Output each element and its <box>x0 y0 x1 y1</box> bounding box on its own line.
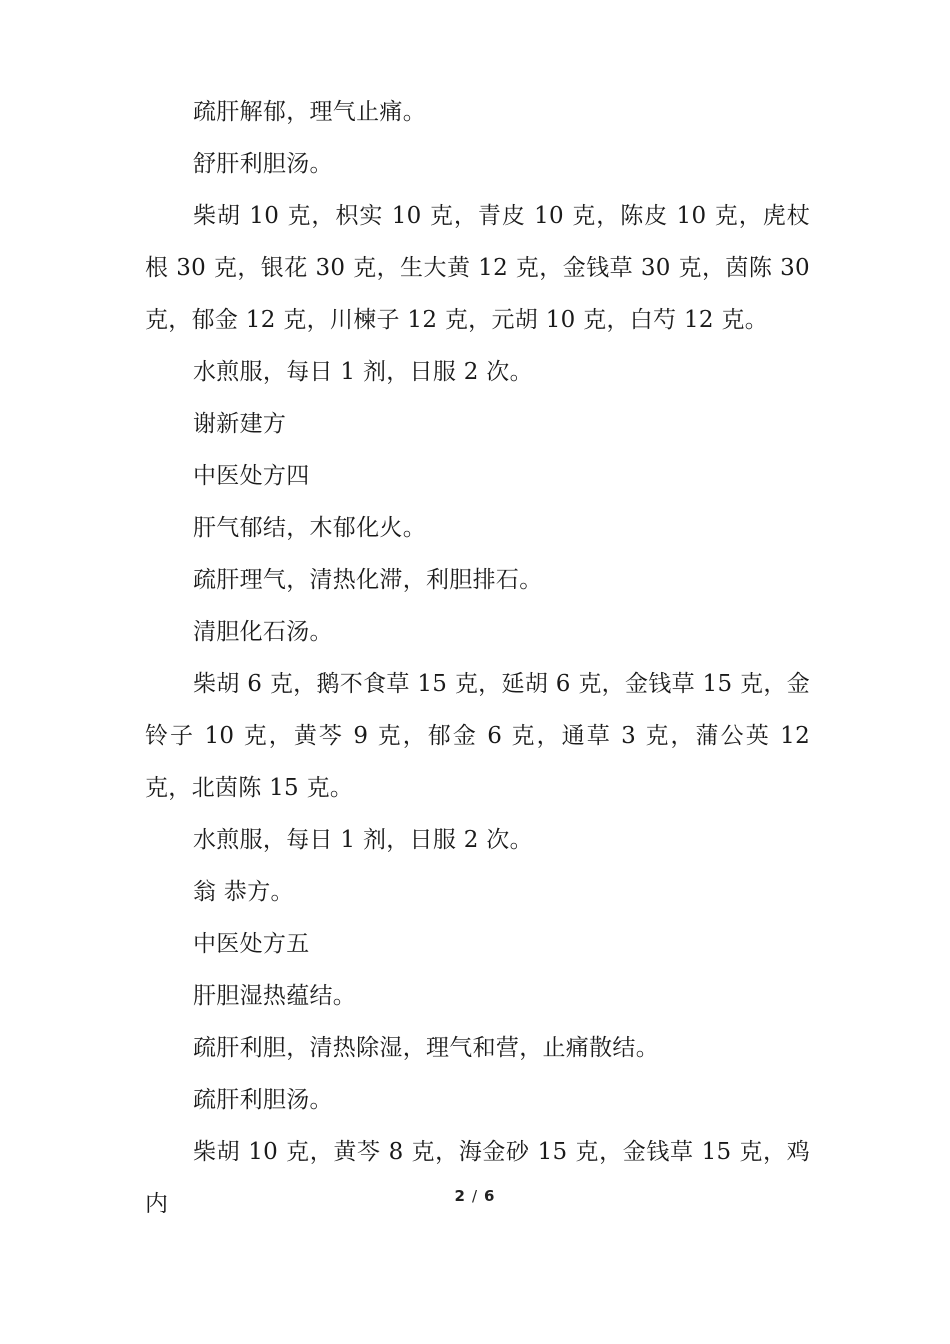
current-page-number: 2 <box>454 1187 466 1205</box>
paragraph: 翁 恭方。 <box>193 879 294 905</box>
paragraph: 疏肝解郁，理气止痛。 <box>193 99 426 125</box>
paragraph: 疏肝理气，清热化滞，利胆排石。 <box>193 567 543 593</box>
paragraph: 水煎服，每日 1 剂，日服 2 次。 <box>193 359 533 385</box>
paragraph: 肝胆湿热蕴结。 <box>193 983 357 1009</box>
paragraph: 水煎服，每日 1 剂，日服 2 次。 <box>193 827 533 853</box>
paragraph: 舒肝利胆汤。 <box>193 151 333 177</box>
paragraph: 清胆化石汤。 <box>193 619 333 645</box>
section-heading: 中医处方五 <box>193 931 310 957</box>
paragraph: 谢新建方 <box>193 411 287 437</box>
document-body <box>145 86 810 1230</box>
page-number-footer <box>0 1187 950 1205</box>
paragraph: 肝气郁结，木郁化火。 <box>193 515 426 541</box>
section-heading: 中医处方四 <box>193 463 310 489</box>
paragraph: 柴胡 10 克，枳实 10 克，青皮 10 克，陈皮 10 克，虎杖根 30 克，银花 30 克，生大黄 12 克，金钱草 30 克，茵陈 30 克，郁金 12 克，川楝子 12 克，元胡 10 克，白芍 12 克。 <box>145 203 810 333</box>
total-pages-number: 6 <box>484 1187 496 1205</box>
paragraph: 柴胡 10 克，黄芩 8 克，海金砂 15 克，金钱草 15 克，鸡内 <box>145 1139 810 1217</box>
page-separator: / <box>471 1187 479 1205</box>
paragraph: 疏肝利胆，清热除湿，理气和营，止痛散结。 <box>193 1035 659 1061</box>
paragraph: 疏肝利胆汤。 <box>193 1087 333 1113</box>
paragraph: 柴胡 6 克，鹅不食草 15 克，延胡 6 克，金钱草 15 克，金铃子 10 克，黄芩 9 克，郁金 6 克，通草 3 克，蒲公英 12 克，北茵陈 15 克。 <box>145 671 810 801</box>
